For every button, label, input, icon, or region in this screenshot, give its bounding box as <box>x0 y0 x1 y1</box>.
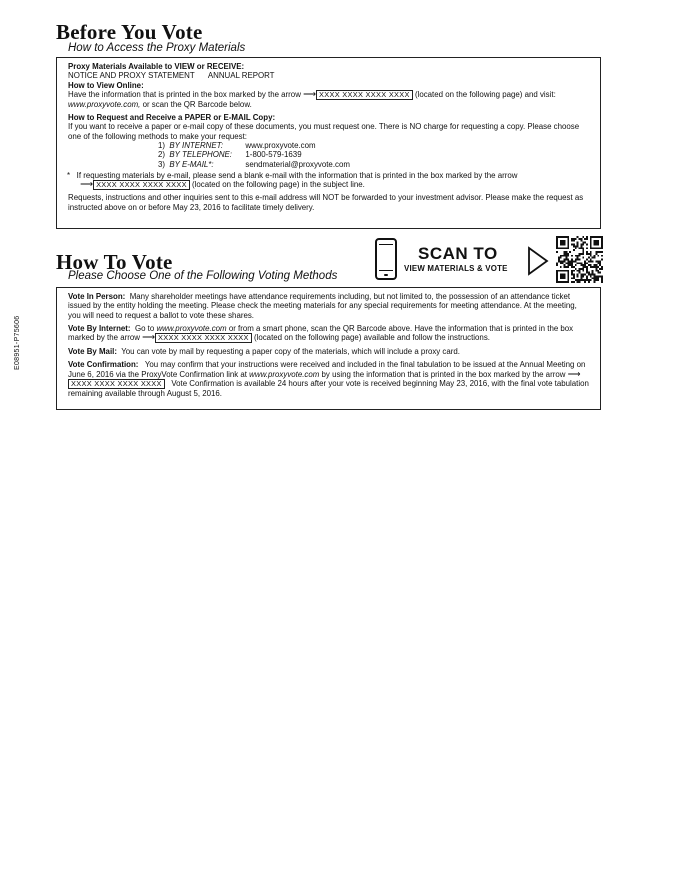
email-note <box>67 171 589 190</box>
method-num: 3) <box>158 159 166 169</box>
email-note-text-1: If requesting materials by e-mail, please send a blank e-mail with the information that is printed in the box marked by the arrow <box>76 170 518 180</box>
right-arrow-icon: ⟶ <box>142 332 156 343</box>
method-label: BY E-MAIL*: <box>169 159 214 169</box>
view-online-text-2: (located on the following page) and visit: <box>414 89 556 99</box>
vote-confirmation-text-2: by using the information that is printed in the box marked by the arrow <box>321 369 566 379</box>
control-number-box: XXXX XXXX XXXX XXXX <box>68 379 165 389</box>
qr-code-icon[interactable] <box>556 236 603 283</box>
view-online-heading: How to View Online: <box>68 80 144 90</box>
triangle-arrow-icon <box>527 246 549 276</box>
proxyvote-link[interactable]: www.proxyvote.com, <box>68 99 141 109</box>
vote-in-person-text: Many shareholder meetings have attendance requirements including, but not limited to, the possession of an attendance ticket issued by the entity holding the meeting. Please check the meeting materials for any special requirements for meeting attendance. At the meeting, you will need to request a ballot to vote these shares. <box>68 292 577 320</box>
voting-methods-box <box>56 287 601 410</box>
vote-internet-text-2: or from a smart phone, scan the QR Barcode above. Have the information that is printed in the box marked by the arrow <box>68 323 574 343</box>
view-online-text-1: Have the information that is printed in the box marked by the arrow <box>68 89 301 99</box>
vote-confirmation-text-1: You may confirm that your instructions were received and included in the final tabulation to be issued at the Annual Meeting on June 6, 2016 via the ProxyVote Confirmation link at <box>68 360 586 379</box>
email-note-text-2: (located on the following page) in the subject line. <box>192 180 365 190</box>
vote-internet-text-3: (located on the following page) available and follow the instructions. <box>253 333 490 343</box>
vote-internet-text-1: Go to <box>134 323 155 333</box>
request-method-telephone <box>158 150 589 159</box>
vote-title: How To Vote <box>56 250 173 274</box>
view-online-text-3: or scan the QR Barcode below. <box>142 99 252 109</box>
page-subtitle: How to Access the Proxy Materials <box>68 42 246 54</box>
proxy-materials-box <box>56 57 601 229</box>
right-arrow-icon: ⟶ <box>80 179 94 190</box>
method-num: 1) <box>158 141 166 151</box>
scan-to-label: SCAN TO <box>418 244 498 263</box>
request-method-email <box>158 160 589 169</box>
right-arrow-icon: ⟶ <box>303 88 317 99</box>
vote-subtitle: Please Choose One of the Following Voting Methods <box>68 270 338 282</box>
requests-text: Requests, instructions and other inquiries sent to this e-mail address will NOT be forwarded to your investment advisor. Please make the request as instructed above on or before May 23, 2016 to facilitate timely delivery. <box>68 193 584 212</box>
vote-confirmation-text-3: Vote Confirmation is available 24 hours after your vote is received beginning May 23, 2016, with the final vote tabulation remaining available through August 5, 2016. <box>68 379 589 399</box>
vote-in-person-label: Vote In Person: <box>68 292 126 301</box>
vote-in-person <box>68 292 589 320</box>
vote-internet-label: Vote By Internet: <box>68 323 131 333</box>
asterisk: * <box>67 170 71 180</box>
proxyvote-link[interactable]: www.proxyvote.com <box>156 323 227 333</box>
method-value[interactable]: www.proxyvote.com <box>245 141 316 151</box>
request-text: If you want to receive a paper or e-mail copy of these documents, you must request one. There is NO charge for requesting a copy. Please choose one of the following methods to make your request: <box>68 122 580 141</box>
control-number-box: XXXX XXXX XXXX XXXX <box>316 90 413 100</box>
method-value[interactable]: 1-800-579-1639 <box>245 150 302 160</box>
method-num: 2) <box>158 150 166 160</box>
document-code: E08951-P75606 <box>14 315 21 370</box>
vote-by-mail <box>68 347 589 356</box>
method-value[interactable]: sendmaterial@proxyvote.com <box>245 159 350 169</box>
view-materials-vote-label: VIEW MATERIALS & VOTE <box>404 264 508 273</box>
control-number-box: XXXX XXXX XXXX XXXX <box>93 180 190 190</box>
view-online-text <box>68 90 589 109</box>
material-item: ANNUAL REPORT <box>207 71 275 81</box>
proxyvote-link[interactable]: www.proxyvote.com <box>249 369 320 379</box>
material-item: NOTICE AND PROXY STATEMENT <box>68 71 195 81</box>
vote-by-internet <box>68 324 589 343</box>
materials-list <box>68 71 589 80</box>
materials-heading: Proxy Materials Available to VIEW or RECEIVE: <box>68 62 245 71</box>
control-number-box: XXXX XXXX XXXX XXXX <box>155 333 252 343</box>
page-title: Before You Vote <box>56 20 203 44</box>
request-heading: How to Request and Receive a PAPER or E-MAIL Copy: <box>68 113 276 123</box>
request-method-internet <box>158 141 589 150</box>
method-label: BY TELEPHONE: <box>169 150 232 160</box>
vote-mail-label: Vote By Mail: <box>68 347 117 357</box>
method-label: BY INTERNET: <box>169 141 224 151</box>
vote-mail-text: You can vote by mail by requesting a paper copy of the materials, which will include a proxy card. <box>121 347 460 357</box>
vote-confirmation <box>68 360 589 398</box>
phone-icon <box>375 238 397 280</box>
right-arrow-icon: ⟶ <box>567 368 581 379</box>
vote-confirmation-label: Vote Confirmation: <box>68 360 139 370</box>
request-methods <box>158 141 589 169</box>
